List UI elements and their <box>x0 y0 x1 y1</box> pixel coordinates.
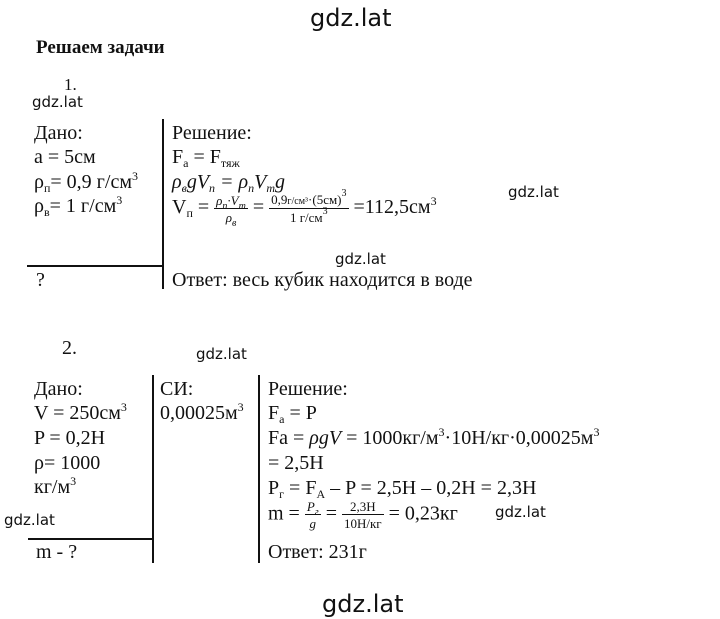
problem-2-step-2: $Fa = \rho gV = 1000кг/м^3\cdot 10Н/кг\cdot 0,00025м^3$ <box>268 425 600 449</box>
problem-2-given-volume: $V = 250см^3$ <box>34 400 127 424</box>
watermark: gdz.lat <box>32 93 83 111</box>
problem-2-si-header: СИ: <box>160 378 194 400</box>
watermark: gdz.lat <box>4 511 55 529</box>
watermark: gdz.lat <box>495 503 546 521</box>
problem-2-given-density-unit: $кг/м^3$ <box>34 474 77 498</box>
problem-2-si-volume: $0,00025м^3$ <box>160 400 244 424</box>
section-title: Решаем задачи <box>36 37 165 58</box>
problem-2-step-4: $P_г = F_А - P = 2,5Н - 0,2Н = 2,3Н$ <box>268 477 537 501</box>
problem-1-solution-header: Решение: <box>172 122 252 144</box>
problem-2-unknown: m - ? <box>36 541 78 563</box>
watermark: gdz.lat <box>335 250 386 268</box>
problem-2-given-header: Дано: <box>34 378 83 400</box>
problem-1-given-header: Дано: <box>34 122 83 144</box>
problem-1-given-rho-w: $\rho_в= 1$ $г/см^3$ <box>34 193 123 219</box>
problem-2-divider-1 <box>152 375 154 563</box>
problem-1-step-2: $\rho_вgV_п = \rho_пV_тg$ <box>172 171 286 195</box>
watermark: gdz.lat <box>508 183 559 201</box>
problem-2-step-5: m = $\frac{P_г}{g}$ = $\frac{2,3Н}{10Н/кг}$ = 0,23кг <box>268 499 458 531</box>
problem-1-step-1: $F_а = F_{тяж}$ <box>172 146 240 170</box>
watermark: gdz.lat <box>196 345 247 363</box>
problem-2-step-3: = 2,5Н <box>268 452 324 474</box>
problem-2-step-1: $F_а = P$ <box>268 402 317 426</box>
watermark-bottom: gdz.lat <box>322 590 404 618</box>
problem-2-solution-header: Решение: <box>268 378 348 400</box>
problem-1-unknown-line <box>27 265 162 267</box>
watermark-top: gdz.lat <box>310 4 392 32</box>
problem-2-divider-2 <box>258 375 260 563</box>
problem-2-unknown-line <box>28 538 152 540</box>
problem-2-given-weight: P = 0,2Н <box>34 427 106 449</box>
problem-1-number: 1. <box>64 75 77 94</box>
problem-1-unknown: ? <box>36 269 45 291</box>
problem-1-step-3: $V_п$ = $\frac{\rho_п\cdot V_т}{\rho_в}$ = $\frac{0,9г/см^3\cdot(5см)^3}{1 г/см^3}$ $=112,5см^3$ <box>172 188 437 229</box>
problem-1-answer: Ответ: весь кубик находится в воде <box>172 269 473 291</box>
problem-2-answer: Ответ: 231г <box>268 541 367 563</box>
problem-1-divider <box>162 119 164 289</box>
problem-2-number: 2. <box>62 337 77 359</box>
problem-1-given-edge: а = 5см <box>34 146 96 168</box>
problem-1-given-rho-p: $\rho_п= 0,9$ $г/см^3$ <box>34 169 138 195</box>
problem-2-given-density: ρ= 1000 <box>34 452 101 474</box>
